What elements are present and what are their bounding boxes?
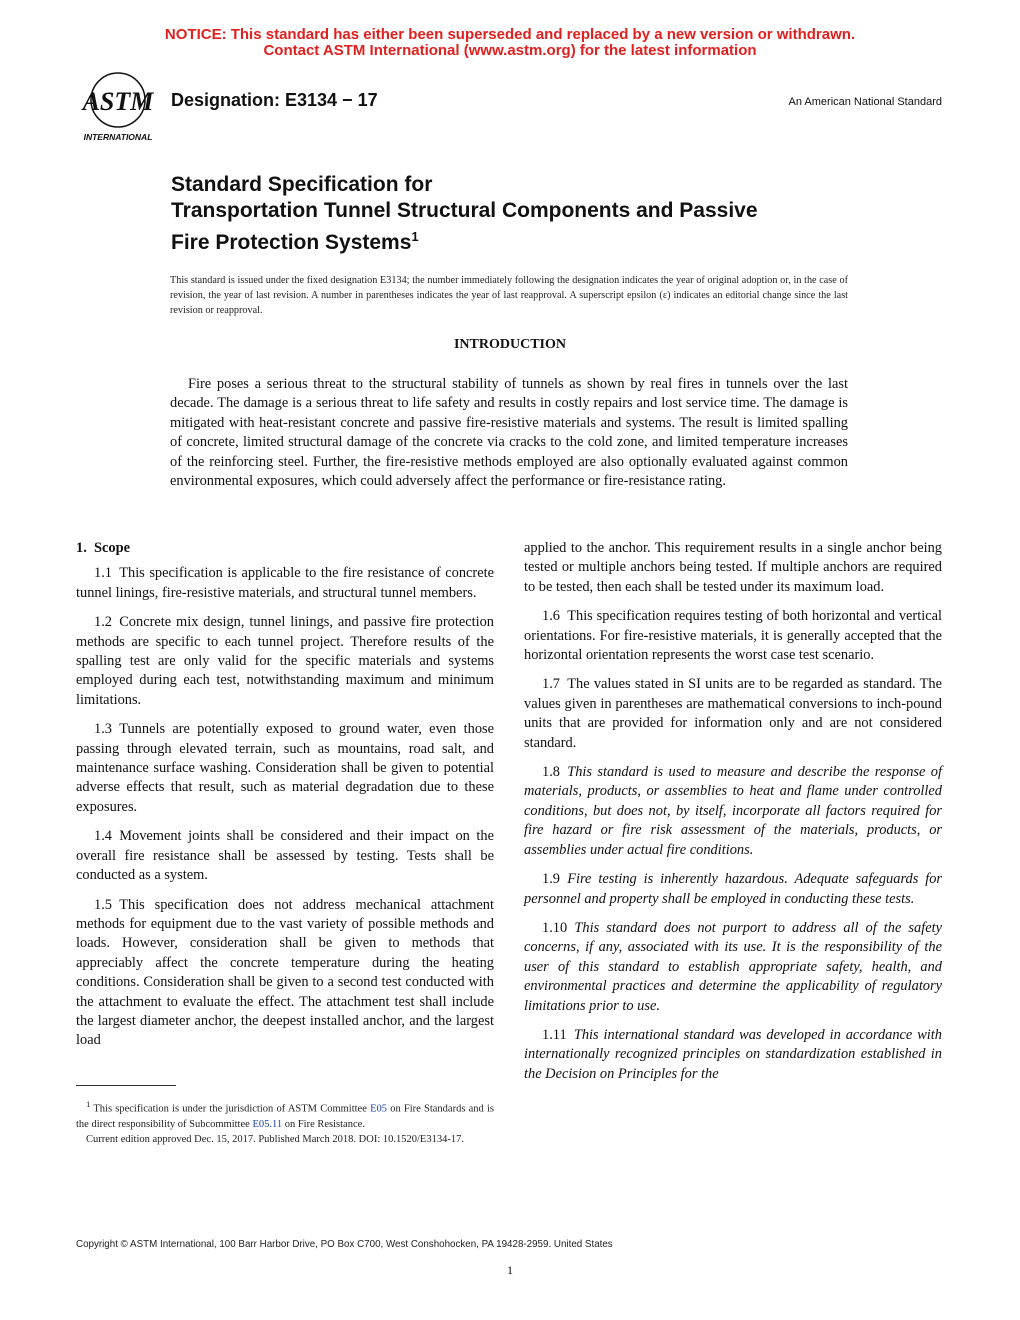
section-heading-scope: 1. Scope xyxy=(76,540,130,556)
withdrawal-notice xyxy=(0,27,1020,59)
edition-note: Current edition approved Dec. 15, 2017. Published March 2018. DOI: 10.1520/E3134-17. xyxy=(86,1133,464,1145)
paragraph-1-4: 1.4 Movement joints shall be considered and their impact on the overall fire resistance shall be assessed by testing. Tests shall be conducted as a system. xyxy=(76,828,494,884)
paragraph-1-1: 1.1 This specification is applicable to the fire resistance of concrete tunnel linings, fire-resistive materials, and structural tunnel members. xyxy=(76,565,494,601)
copyright-line: Copyright © ASTM International, 100 Barr Harbor Drive, PO Box C700, West Conshohocken, PA 19428-2959. United States xyxy=(76,1239,613,1250)
paragraph-1-2: 1.2 Concrete mix design, tunnel linings, and passive fire protection methods are specific to each tunnel project. Therefore results of the spalling test are only valid for the specific materials and systems employed during each test, notwithstanding maximum and minimum limitations. xyxy=(76,614,494,708)
right-column xyxy=(524,539,942,1094)
page-number: 1 xyxy=(507,1263,513,1277)
paragraph-1-9: 1.9 Fire testing is inherently hazardous. Adequate safeguards for personnel and property shall be employed in conducting these tests. xyxy=(524,871,942,907)
notice-line-2: Contact ASTM International (www.astm.org) for the latest information xyxy=(263,42,757,59)
paragraph-1-3: 1.3 Tunnels are potentially exposed to ground water, even those passing through elevated terrain, such as mountains, road salt, and maintenance surface washing. Consideration shall be given to potential adverse effects that result, such as material degradation due to these exposures. xyxy=(76,721,494,815)
introduction-text: Fire poses a serious threat to the structural stability of tunnels as shown by real fires in tunnels over the last decade. The damage is a serious threat to life safety and results in costly repairs and lost service time. The damage is mitigated with heat-resistant concrete and passive fire-resistive materials and systems. The result is limited spalling of concrete, limited structural damage of the concrete via cracks to the cold zone, and limited temperature increases of the reinforcing steel. Further, the fire-resistive methods employed are also optionally evaluated against common environmental exposures, which could adversely affect the performance or fire-resistance rating. xyxy=(170,376,848,490)
subcommittee-link[interactable]: E05.11 xyxy=(252,1118,283,1130)
title-line-1: Standard Specification for xyxy=(171,173,433,196)
title-line-2: Transportation Tunnel Structural Components and Passive xyxy=(171,199,758,222)
paragraph-1-5: 1.5 This specification does not address mechanical attachment methods for equipment due to the vast variety of possible methods and loads. However, consideration shall be given to methods that appreciably affect the concrete temperature during the heating conditions. Consideration shall be given to a second test conducted with the attachment to evaluate the effect. The attachment test shall include the largest diameter anchor, the deepest installed anchor, and the largest load xyxy=(76,896,494,1049)
national-standard-label: An American National Standard xyxy=(788,96,942,108)
notice-line-1: NOTICE: This standard has either been superseded and replaced by a new version or withdrawn. xyxy=(164,26,856,43)
footnote-divider xyxy=(76,1085,176,1086)
paragraph-1-10: 1.10 This standard does not purport to address all of the safety concerns, if any, associated with its use. It is the responsibility of the user of this standard to establish appropriate safety, health, and environmental practices and determine the applicability of regulatory limitations prior to use. xyxy=(524,919,942,1014)
title-footnote-mark: 1 xyxy=(411,229,419,244)
logo-caption: INTERNATIONAL xyxy=(83,132,153,142)
designation: Designation: E3134 − 17 xyxy=(171,90,378,110)
paragraph-1-6: 1.6 This specification requires testing of both horizontal and vertical orientations. For fire-resistive materials, it is generally accepted that the horizontal orientation represents the worst case test scenario. xyxy=(524,608,942,664)
paragraph-1-7: 1.7 The values stated in SI units are to be regarded as standard. The values given in parentheses are mathematical conversions to inch-pound units that are provided for information only and are not considered standard. xyxy=(524,676,942,751)
paragraph-1-8: 1.8 This standard is used to measure and describe the response of materials, products, or assemblies to heat and flame under controlled conditions, but does not, by itself, incorporate all factors required for fire hazard or fire risk assessment of the materials, products, or assemblies under actual fire conditions. xyxy=(524,764,942,858)
committee-link[interactable]: E05 xyxy=(370,1103,387,1115)
paragraph-1-5-continued: applied to the anchor. This requirement results in a single anchor being tested or multiple anchors being tested. If multiple anchors are required to be tested, then each shall be tested under its maximum load. xyxy=(524,540,942,595)
footnotes xyxy=(76,1097,494,1147)
astm-logo xyxy=(76,72,160,144)
footnote-1: $^1$ This specification is under the jurisdiction of ASTM Committee E05 on Fire Standards and is the direct responsibility of Subcommittee E05.11 on Fire Resistance. xyxy=(76,1099,494,1130)
title-line-3: Fire Protection Systems$^1$ xyxy=(171,229,419,254)
paragraph-1-11: 1.11 This international standard was developed in accordance with internationally recognized principles on standardization established in the Decision on Principles for the xyxy=(524,1026,942,1082)
introduction-heading: INTRODUCTION xyxy=(453,337,566,352)
document-title xyxy=(171,172,871,256)
logo-text: ASTM xyxy=(82,87,154,116)
left-column xyxy=(76,539,494,1061)
issue-note: This standard is issued under the fixed designation E3134; the number immediately following the designation indicates the year of original adoption or, in the case of revision, the year of last revision. A number in parentheses indicates the year of last reapproval. A superscript epsilon (ε) indicates an editorial change since the last revision or reapproval. xyxy=(170,275,848,316)
